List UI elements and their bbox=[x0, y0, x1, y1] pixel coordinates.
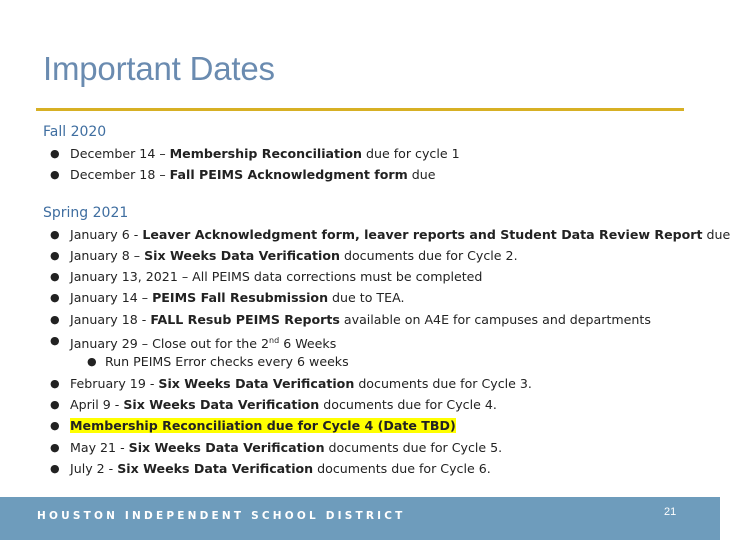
item-text: Run PEIMS Error checks every 6 weeks bbox=[105, 354, 349, 370]
item-bold-text: PEIMS Fall Resubmission bbox=[152, 290, 329, 306]
item-text: documents due for Cycle 2. bbox=[339, 247, 518, 263]
spring-list bbox=[43, 224, 730, 480]
list-item bbox=[43, 266, 703, 287]
item-bold-text: Membership Reconciliation bbox=[169, 146, 362, 161]
list-item bbox=[43, 309, 703, 330]
item-text: January 18 - bbox=[70, 311, 151, 327]
item-text: available on A4E for campuses and departments bbox=[339, 311, 651, 327]
list-item bbox=[43, 224, 730, 245]
item-text: April 9 - bbox=[70, 396, 124, 412]
footer-bar bbox=[0, 497, 720, 540]
fall-heading: Fall 2020 bbox=[43, 124, 107, 140]
item-bold-text: Fall PEIMS Acknowledgment form bbox=[169, 167, 408, 183]
item-bold-text: Six Weeks Data Verification bbox=[123, 396, 320, 412]
fall-list bbox=[43, 143, 703, 186]
bullet-icon: ● bbox=[50, 334, 60, 348]
title-divider bbox=[36, 108, 684, 111]
item-text: due bbox=[407, 167, 436, 183]
bullet-icon: ● bbox=[50, 168, 60, 182]
bullet-icon: ● bbox=[50, 397, 60, 411]
item-text: January 6 - bbox=[70, 226, 143, 242]
item-text: January 29 – Close out for the 2 bbox=[70, 336, 270, 352]
list-item bbox=[43, 415, 703, 436]
list-item bbox=[43, 458, 703, 479]
footer-district-name: HOUSTON INDEPENDENT SCHOOL DISTRICT bbox=[37, 510, 406, 522]
bullet-icon: ● bbox=[50, 248, 60, 262]
item-text: January 13, 2021 – All PEIMS data corrections must be completed bbox=[70, 269, 483, 285]
slide-content bbox=[43, 121, 730, 479]
list-item bbox=[43, 245, 703, 266]
bullet-icon: ● bbox=[50, 291, 60, 305]
item-text: documents due for Cycle 3. bbox=[354, 375, 532, 391]
bullet-icon: ● bbox=[50, 227, 60, 241]
item-text: January 14 – bbox=[70, 290, 153, 306]
list-item bbox=[43, 394, 703, 415]
item-text: documents due for Cycle 6. bbox=[313, 460, 491, 476]
item-bold-text: Six Weeks Data Verification bbox=[158, 375, 355, 391]
item-text: documents due for Cycle 4. bbox=[319, 396, 497, 412]
list-item bbox=[43, 437, 703, 458]
item-bold-text: Six Weeks Data Verification bbox=[128, 439, 325, 455]
item-text: documents due for Cycle 5. bbox=[324, 439, 503, 455]
item-text: January 8 – bbox=[70, 247, 145, 263]
item-text: due for cycle 1 bbox=[361, 146, 460, 161]
item-text: due bbox=[702, 226, 730, 242]
bullet-icon: ● bbox=[50, 270, 60, 284]
bullet-icon: ● bbox=[50, 147, 60, 160]
item-text: February 19 - bbox=[70, 375, 159, 391]
sub-list-item bbox=[43, 351, 703, 372]
bullet-icon: ● bbox=[50, 440, 60, 454]
bullet-icon: ● bbox=[87, 355, 97, 369]
item-bold-text: FALL Resub PEIMS Reports bbox=[150, 311, 340, 327]
spring-heading: Spring 2021 bbox=[43, 204, 129, 221]
item-text: May 21 - bbox=[70, 439, 129, 455]
item-bold-text: Leaver Acknowledgment form, leaver reports and Student Data Review Report bbox=[142, 226, 703, 242]
item-bold-text: Six Weeks Data Verification bbox=[144, 247, 340, 263]
item-superscript: nd bbox=[269, 336, 280, 346]
bullet-icon: ● bbox=[50, 376, 60, 390]
page-number: 21 bbox=[664, 506, 677, 518]
page-title: Important Dates bbox=[43, 50, 275, 87]
bullet-icon: ● bbox=[50, 419, 60, 433]
item-text: 6 Weeks bbox=[279, 336, 337, 352]
list-item bbox=[43, 164, 703, 185]
bullet-icon: ● bbox=[50, 461, 60, 475]
bullet-icon: ● bbox=[50, 312, 60, 326]
list-item bbox=[43, 143, 703, 164]
list-item bbox=[43, 287, 703, 308]
item-text: December 18 – bbox=[70, 167, 170, 183]
list-item bbox=[43, 330, 703, 351]
highlighted-item-text: Membership Reconciliation due for Cycle 4 (Date TBD) bbox=[70, 418, 456, 434]
item-text: July 2 - bbox=[70, 460, 118, 476]
list-item bbox=[43, 373, 703, 394]
item-bold-text: Six Weeks Data Verification bbox=[117, 460, 314, 476]
item-text: December 14 – bbox=[70, 146, 170, 161]
item-text: due to TEA. bbox=[328, 290, 405, 306]
